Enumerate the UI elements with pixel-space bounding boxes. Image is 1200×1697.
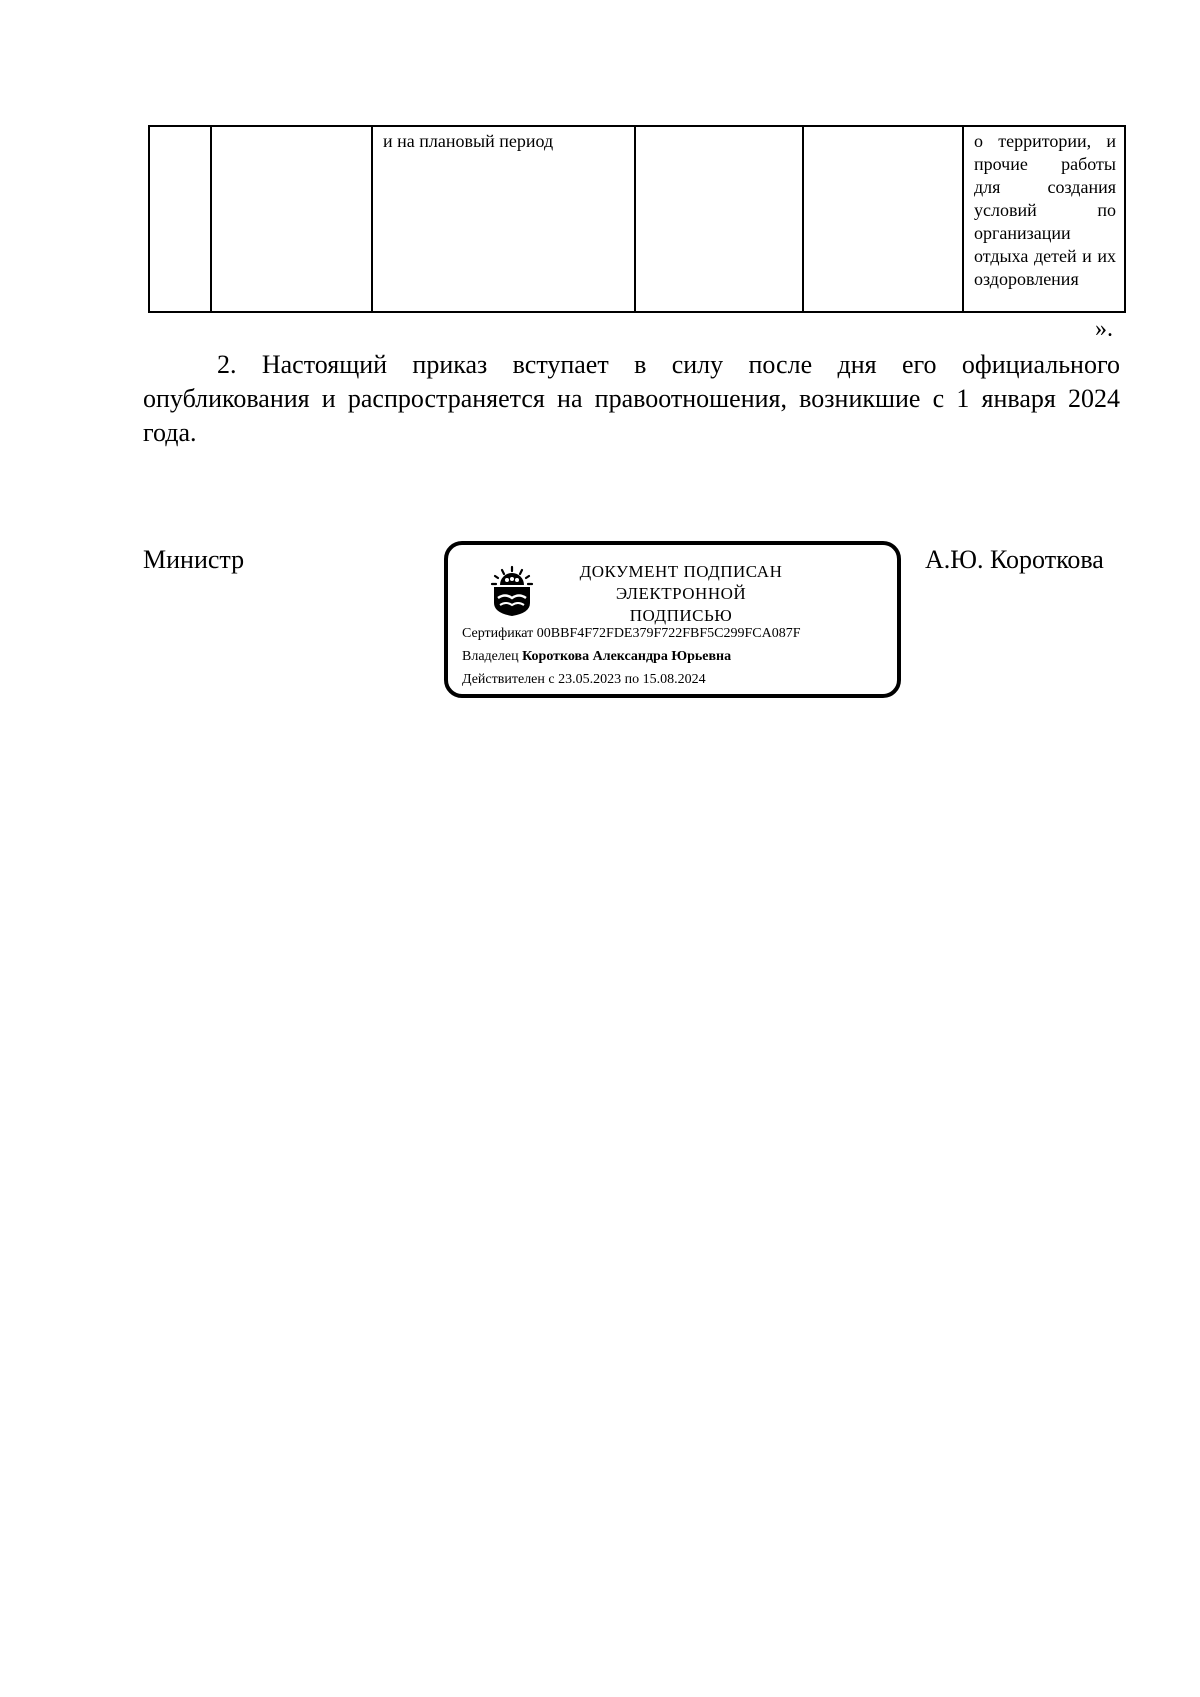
valid-from-date: 23.05.2023	[558, 672, 622, 687]
stamp-certificate	[462, 625, 801, 643]
certificate-label: Сертификат	[462, 626, 534, 641]
continued-table	[148, 125, 1126, 313]
owner-value: Короткова Александра Юрьевна	[522, 649, 732, 664]
valid-label: Действителен	[462, 672, 545, 687]
valid-to-date: 15.08.2024	[642, 672, 706, 687]
table-row	[149, 126, 1125, 312]
table-cell-5	[803, 126, 963, 312]
stamp-heading-line-1: ДОКУМЕНТ ПОДПИСАН	[579, 562, 783, 581]
signer-name: А.Ю. Короткова	[925, 545, 1104, 574]
stamp-heading-line-2: ЭЛЕКТРОННОЙ ПОДПИСЬЮ	[615, 584, 747, 625]
table-cell-1	[149, 126, 211, 312]
closing-quote: ».	[1095, 316, 1113, 342]
valid-to-label: по	[624, 672, 640, 687]
table-cell-4	[635, 126, 803, 312]
stamp-owner	[462, 648, 731, 666]
stamp-heading	[566, 561, 796, 627]
coat-of-arms-icon	[486, 565, 538, 617]
certificate-value: 00BBF4F72FDE379F722FBF5C299FCA087F	[536, 626, 801, 641]
signer-position: Министр	[143, 545, 245, 574]
order-paragraph-2: 2. Настоящий приказ вступает в силу после дня его официального опубликования и распространяется на правоотношения, возникшие с 1 января 2024 года.	[143, 350, 1120, 447]
electronic-signature-stamp	[444, 541, 901, 698]
table-cell-3: и на плановый период	[372, 126, 635, 312]
table-cell-6: о территории, и прочие работы для создания условий по организации отдыха детей и их оздоровления	[963, 126, 1125, 312]
table-cell-2	[211, 126, 372, 312]
stamp-validity	[462, 671, 706, 689]
valid-from-label: с	[548, 672, 555, 687]
owner-label: Владелец	[462, 649, 519, 664]
